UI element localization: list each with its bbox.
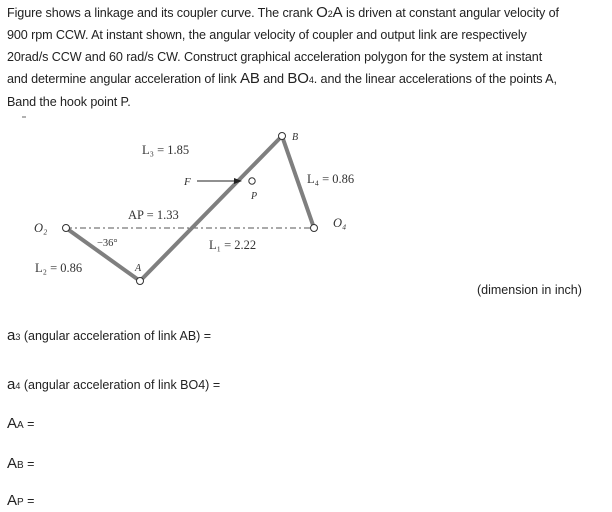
question-a3: a3 (angular acceleration of link AB) = bbox=[7, 327, 212, 344]
joint-p bbox=[249, 178, 255, 184]
label-l3: L₃ = 1.85 bbox=[142, 143, 190, 157]
question-aa: AA = bbox=[7, 415, 35, 432]
label-ap: AP = 1.33 bbox=[128, 208, 179, 222]
joint-o2 bbox=[63, 225, 70, 232]
dimension-note: (dimension in inch) bbox=[477, 283, 582, 297]
joint-o4 bbox=[311, 225, 318, 232]
label-o2: O₂ bbox=[34, 221, 48, 235]
question-ab: AB = bbox=[7, 455, 35, 472]
question-a4: a4 (angular acceleration of link BO4) = bbox=[7, 376, 221, 393]
label-p: P bbox=[251, 191, 258, 202]
problem-statement: Figure shows a linkage and its coupler curve. The crank O2A is driven at constant angular velocity of 900 rpm CCW. At instant shown, the angular velocity of coupler and output link are respectively 20rad/s CCW and 60 rad/s CW. Construct graphical acceleration polygon for the system at instant and determine angular acceleration of link AB and BO4. and the linear accelerations of the points A, Band the hook point P. bbox=[7, 4, 559, 109]
joint-a bbox=[137, 278, 144, 285]
label-l4: L₄ = 0.86 bbox=[307, 172, 355, 186]
label-a: A bbox=[135, 263, 142, 274]
label-angle: −36° bbox=[97, 238, 118, 249]
label-b: B bbox=[292, 132, 299, 143]
question-ap: AP = bbox=[7, 492, 35, 509]
label-l1: L₁ = 2.22 bbox=[209, 238, 257, 252]
joint-b bbox=[279, 133, 286, 140]
label-o4: O₄ bbox=[333, 216, 347, 230]
label-f: F bbox=[184, 176, 191, 188]
label-l2: L₂ = 0.86 bbox=[35, 261, 83, 275]
linkage-figure bbox=[0, 110, 400, 310]
